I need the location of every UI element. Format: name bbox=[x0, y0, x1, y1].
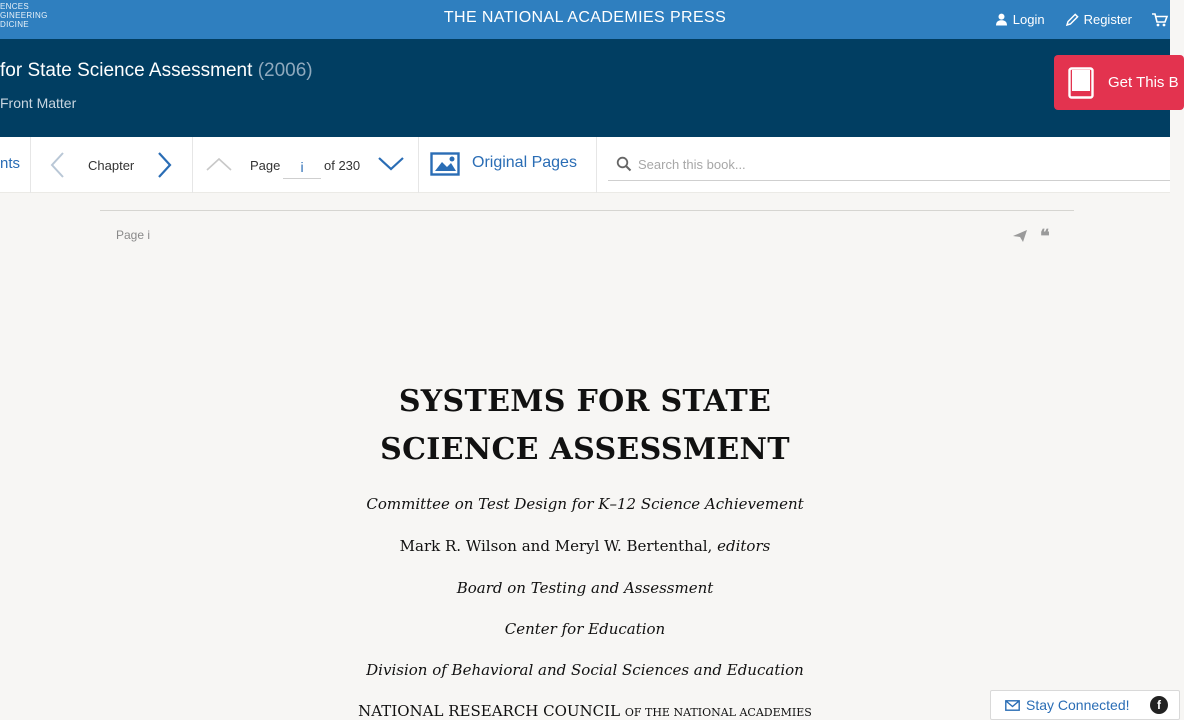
page-label: Page bbox=[250, 158, 281, 173]
document-title-line: SCIENCE ASSESSMENT bbox=[380, 432, 790, 467]
book-title[interactable] bbox=[0, 60, 313, 82]
chapter-label: Chapter bbox=[88, 158, 135, 173]
search-box bbox=[608, 149, 1170, 181]
editors-role: editors bbox=[717, 537, 771, 555]
toolbar-divider bbox=[418, 137, 419, 193]
nrc-name: NATIONAL RESEARCH COUNCIL bbox=[358, 702, 621, 720]
editors-line bbox=[0, 537, 1170, 555]
logo-line: GINEERING bbox=[0, 11, 48, 20]
get-this-book-label: Get This B bbox=[1108, 74, 1179, 91]
stay-connected-label: Stay Connected! bbox=[1026, 697, 1130, 713]
division-line: Division of Behavioral and Social Sciences and Education bbox=[366, 661, 804, 679]
register-label: Register bbox=[1083, 12, 1132, 27]
login-label: Login bbox=[1012, 12, 1045, 27]
pencil-icon bbox=[1065, 13, 1079, 27]
register-link[interactable] bbox=[1065, 12, 1132, 27]
book-icon bbox=[1068, 67, 1094, 99]
toolbar-divider bbox=[30, 137, 31, 193]
reader-toolbar bbox=[0, 137, 1170, 193]
share-icon[interactable] bbox=[1012, 229, 1028, 243]
book-year: (2006) bbox=[257, 60, 313, 81]
page-number-input[interactable] bbox=[283, 155, 321, 179]
section-name: Front Matter bbox=[0, 95, 77, 111]
chevron-up-icon[interactable] bbox=[205, 155, 233, 173]
page-divider bbox=[100, 210, 1074, 211]
search-icon bbox=[616, 156, 632, 172]
chevron-down-icon[interactable] bbox=[377, 155, 405, 173]
login-link[interactable] bbox=[995, 12, 1045, 27]
top-nav bbox=[995, 12, 1170, 27]
board-line: Board on Testing and Assessment bbox=[456, 579, 714, 597]
cite-quote-icon[interactable]: ❝ bbox=[1040, 226, 1049, 247]
cart-icon[interactable] bbox=[1152, 13, 1168, 27]
logo-line: DICINE bbox=[0, 20, 29, 29]
facebook-icon[interactable]: f bbox=[1150, 696, 1168, 714]
get-this-book-button[interactable] bbox=[1054, 55, 1184, 110]
editors-names: Mark R. Wilson and Meryl W. Bertenthal, bbox=[399, 537, 713, 555]
committee-line: Committee on Test Design for K–12 Science Achievement bbox=[366, 495, 804, 513]
chevron-left-icon[interactable] bbox=[48, 151, 66, 179]
book-title-text: for State Science Assessment bbox=[0, 60, 253, 81]
original-pages-link[interactable]: Original Pages bbox=[472, 154, 577, 171]
top-bar bbox=[0, 0, 1170, 39]
toolbar-divider bbox=[596, 137, 597, 193]
contents-link[interactable]: nts bbox=[0, 155, 21, 172]
logo-line: ENCES bbox=[0, 2, 30, 11]
center-line: Center for Education bbox=[504, 620, 666, 638]
document-title-line: SYSTEMS FOR STATE bbox=[398, 384, 772, 419]
site-title[interactable]: THE NATIONAL ACADEMIES PRESS bbox=[443, 9, 727, 26]
image-icon[interactable] bbox=[430, 152, 460, 176]
book-header bbox=[0, 39, 1179, 137]
chevron-right-icon[interactable] bbox=[156, 151, 174, 179]
page-number-label: Page i bbox=[116, 228, 151, 242]
toolbar-divider bbox=[192, 137, 193, 193]
search-input[interactable] bbox=[638, 153, 1158, 175]
user-icon bbox=[995, 13, 1008, 26]
page-total: of 230 bbox=[324, 158, 361, 173]
envelope-icon bbox=[1005, 700, 1020, 711]
nrc-subtitle: OF THE NATIONAL ACADEMIES bbox=[624, 706, 812, 719]
